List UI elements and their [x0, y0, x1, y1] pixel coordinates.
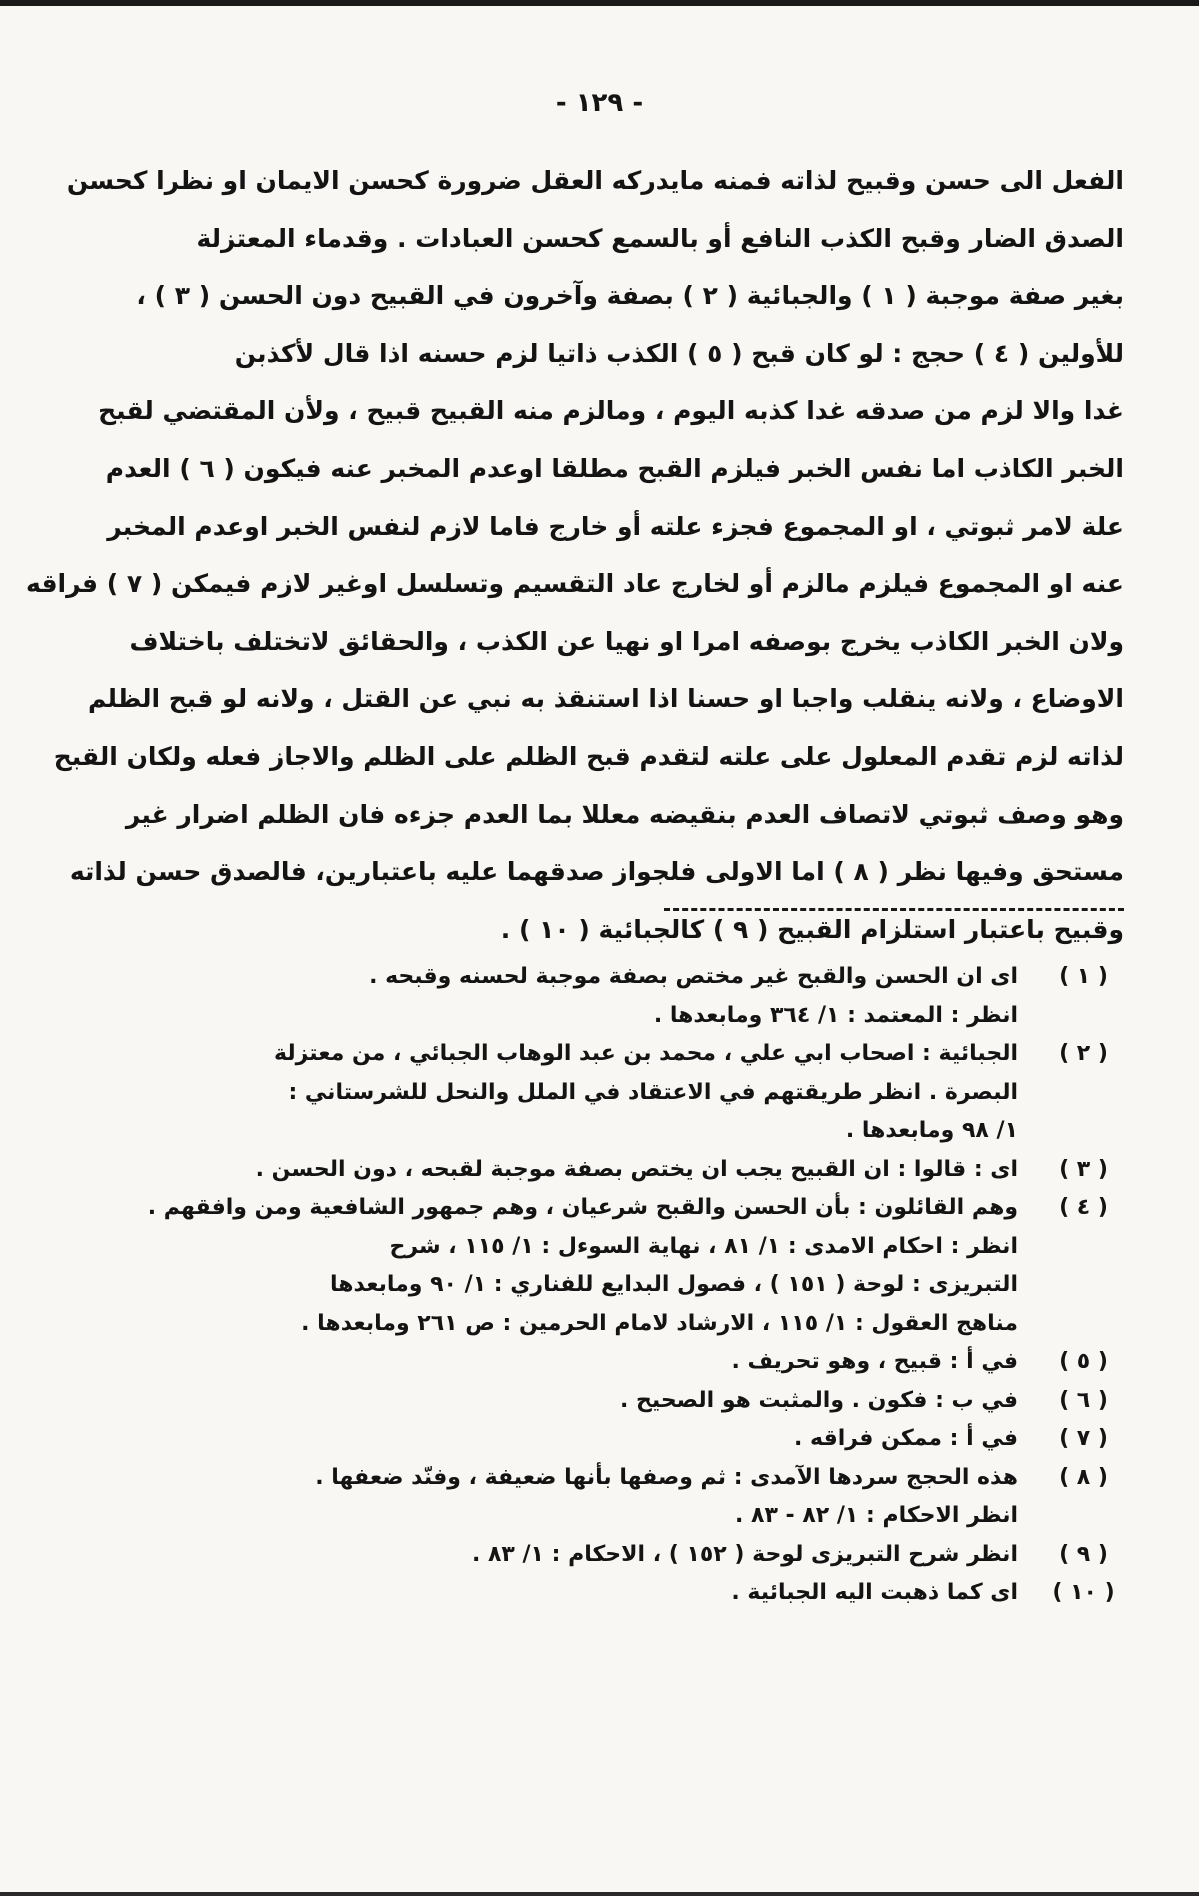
- footnote-line: وهم القائلون : بأن الحسن والقبح شرعيان ، وهم جمهور الشافعية ومن وافقهم .: [147, 1195, 1018, 1220]
- footnote-line: هذه الحجج سردها الآمدى : ثم وصفها بأنها ضعيفة ، وفنّد ضعفها .: [315, 1464, 1018, 1490]
- footnote-line: اى ان الحسن والقبح غير مختص بصفة موجبة لحسنه وقبحه .: [369, 964, 1018, 989]
- footnote-body: [71, 1382, 1046, 1421]
- footnote: [71, 1574, 1121, 1613]
- text-line: غدا والا لزم من صدقه غدا كذبه اليوم ، ومالزم منه القبيح قبيح ، ولأن المقتضي لقبح: [98, 396, 1124, 426]
- footnote-number: ( ٥ ): [1059, 1349, 1108, 1374]
- footnote-body: [71, 1420, 1046, 1459]
- footnote-line: انظر : احكام الامدى : ١/ ٨١ ، نهاية السوءل : ١/ ١١٥ ، شرح: [389, 1233, 1018, 1259]
- footnote-body: [71, 1343, 1046, 1382]
- footnote-line: اى كما ذهبت اليه الجبائية .: [731, 1580, 1018, 1605]
- footnote-body: [71, 1151, 1046, 1190]
- footnote-number: ( ٤ ): [1059, 1195, 1108, 1220]
- footnote-number: ( ١ ): [1059, 964, 1108, 989]
- footnote: [71, 1035, 1121, 1151]
- text-line: بغير صفة موجبة ( ١ ) والجبائية ( ٢ ) بصفة وآخرون في القبيح دون الحسن ( ٣ ) ،: [136, 281, 1124, 311]
- top-border-rule: [0, 0, 1199, 6]
- footnote-line: اى : قالوا : ان القبيح يجب ان يختص بصفة موجبة لقبحه ، دون الحسن .: [255, 1156, 1018, 1182]
- text-line: عنه او المجموع فيلزم مالزم أو لخارج عاد التقسيم وتسلسل اوغير لازم فيمكن ( ٧ ) فراقه: [26, 569, 1124, 599]
- footnote-number: ( ٦ ): [1059, 1387, 1108, 1413]
- footnote-line: مناهج العقول : ١/ ١١٥ ، الارشاد لامام الحرمين : ص ٢٦١ ومابعدها .: [301, 1310, 1018, 1336]
- footnote: [71, 1459, 1121, 1536]
- footnote-line: انظر شرح التبريزى لوحة ( ١٥٢ ) ، الاحكام : ١/ ٨٣ .: [471, 1541, 1018, 1567]
- footnote: [71, 1343, 1121, 1382]
- footnote-number: ( ٨ ): [1059, 1464, 1108, 1490]
- footnote: [71, 1382, 1121, 1421]
- bottom-border-rule: [0, 1892, 1199, 1896]
- main-text-block: [26, 152, 1124, 958]
- footnote-line: انظر : المعتمد : ١/ ٣٦٤ ومابعدها .: [653, 1002, 1018, 1028]
- footnote-number: ( ٧ ): [1059, 1426, 1108, 1451]
- footnote-number: ( ٣ ): [1059, 1156, 1108, 1182]
- footnote-body: [71, 1574, 1046, 1613]
- page-number: - ١٢٩ -: [555, 88, 644, 118]
- footnote: [71, 1151, 1121, 1190]
- text-line: الفعل الى حسن وقبيح لذاته فمنه مايدركه العقل ضرورة كحسن الايمان او نظرا كحسن: [66, 166, 1124, 195]
- text-line: وقبيح باعتبار استلزام القبيح ( ٩ ) كالجبائية ( ١٠ ) .: [500, 914, 1124, 944]
- text-line: لذاته لزم تقدم المعلول على علته لتقدم قبح الظلم على الظلم والاجاز فعله ولكان القبح: [53, 741, 1124, 771]
- text-line: ولان الخبر الكاذب يخرج بوصفه امرا او نهيا عن الكذب ، والحقائق لاتختلف باختلاف: [129, 626, 1124, 656]
- text-line: علة لامر ثبوتي ، او المجموع فجزء علته أو خارج فاما لازم لنفس الخبر اوعدم المخبر: [107, 511, 1124, 541]
- footnote-body: [71, 1189, 1046, 1343]
- footnote-line: في أ : قبيح ، وهو تحريف .: [731, 1349, 1018, 1374]
- footnote-line: التبريزى : لوحة ( ١٥١ ) ، فصول البدايع للفناري : ١/ ٩٠ ومابعدها: [330, 1272, 1018, 1297]
- footnotes-block: [71, 958, 1121, 1613]
- text-line: الاوضاع ، ولانه ينقلب واجبا او حسنا اذا استنقذ به نبي عن القتل ، ولانه لو قبح الظلم: [87, 684, 1124, 714]
- footnote: [71, 1536, 1121, 1575]
- footnote-body: [71, 1035, 1046, 1151]
- text-line: مستحق وفيها نظر ( ٨ ) اما الاولى فلجواز صدقهما عليه باعتبارين، فالصدق حسن لذاته: [69, 857, 1124, 887]
- text-line: الخبر الكاذب اما نفس الخبر فيلزم القبح مطلقا اوعدم المخبر عنه فيكون ( ٦ ) العدم: [105, 453, 1124, 483]
- text-line: الصدق الضار وقبح الكذب النافع أو بالسمع كحسن العبادات . وقدماء المعتزلة: [196, 223, 1124, 253]
- text-line: للأولين ( ٤ ) حجج : لو كان قبح ( ٥ ) الكذب ذاتيا لزم حسنه اذا قال لأكذبن: [234, 338, 1124, 368]
- footnote-line: في ب : فكون . والمثبت هو الصحيح .: [619, 1387, 1018, 1413]
- footnote: [71, 1189, 1121, 1343]
- footnote-body: [71, 1536, 1046, 1575]
- footnote-line: في أ : ممكن فراقه .: [794, 1426, 1018, 1451]
- footnote-line: انظر الاحكام : ١/ ٨٢ - ٨٣ .: [735, 1503, 1018, 1528]
- footnote-body: [71, 958, 1046, 1035]
- footnote-number: ( ٩ ): [1059, 1541, 1108, 1567]
- footnote-line: البصرة . انظر طريقتهم في الاعتقاد في الملل والنحل للشرستاني :: [288, 1079, 1018, 1105]
- footnote: [71, 958, 1121, 1035]
- footnote-line: الجبائية : اصحاب ابي علي ، محمد بن عبد الوهاب الجبائي ، من معتزلة: [274, 1041, 1018, 1066]
- footnote-body: [71, 1459, 1046, 1536]
- footnote-number: ( ٢ ): [1059, 1041, 1108, 1066]
- footnote: [71, 1420, 1121, 1459]
- text-line: وهو وصف ثبوتي لاتصاف العدم بنقيضه معللا بما العدم جزءه فان الظلم اضرار غير: [125, 799, 1124, 829]
- footnote-line: ١/ ٩٨ ومابعدها .: [845, 1118, 1018, 1143]
- footnote-separator: [664, 908, 1124, 911]
- footnote-number: ( ١٠ ): [1052, 1580, 1115, 1605]
